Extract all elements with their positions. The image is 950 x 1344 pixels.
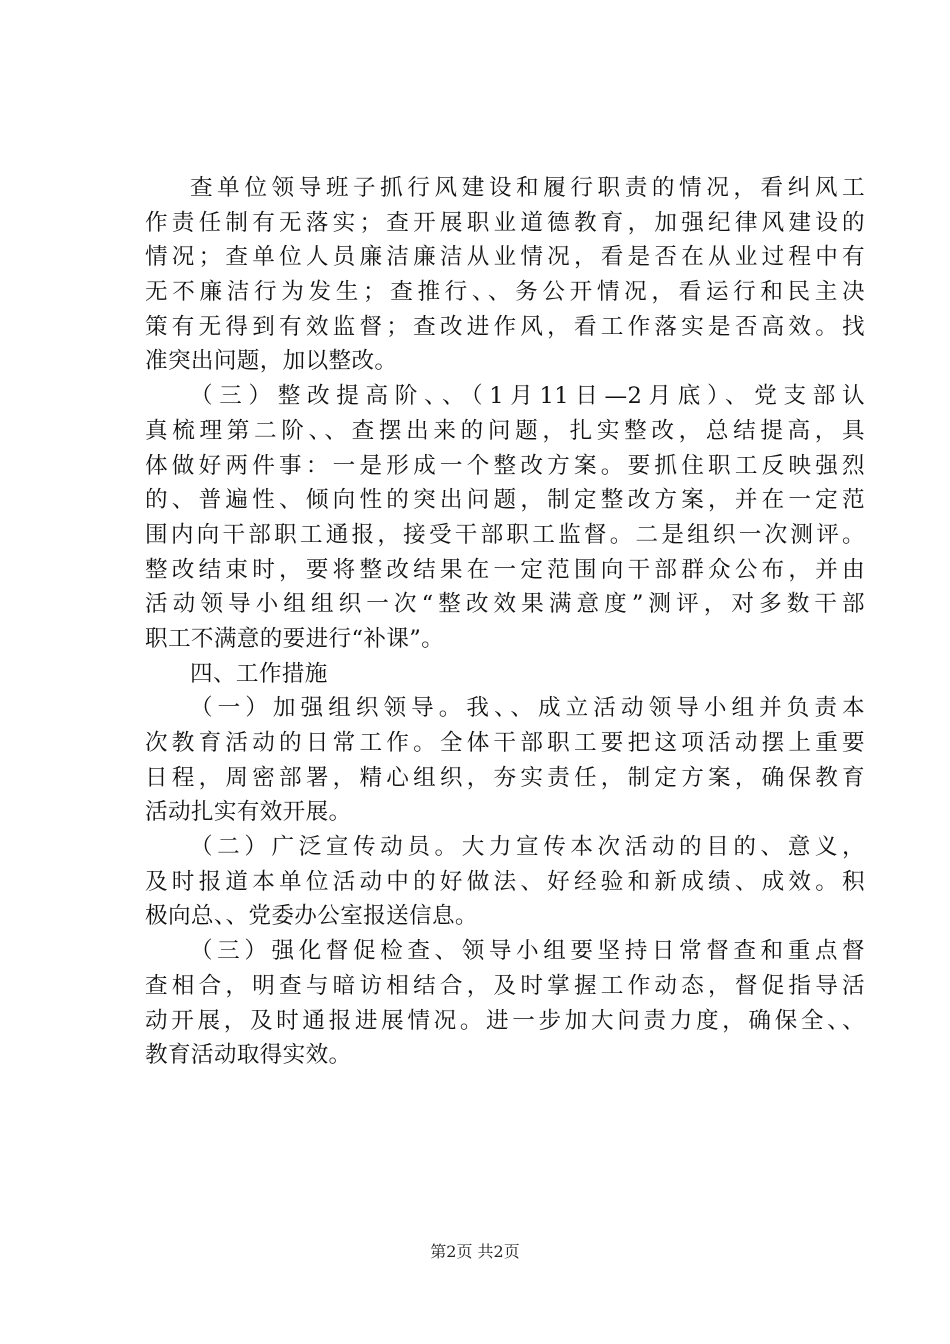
- paragraph-line: （二）广泛宣传动员。大力宣传本次活动的目的、意义，: [190, 834, 865, 861]
- paragraph-line: 极向总、、党委办公室报送信息。: [145, 903, 478, 930]
- paragraph-line: 的、普遍性、倾向性的突出问题，制定整改方案，并在一定范: [145, 487, 865, 514]
- paragraph-line: 策有无得到有效监督；查改进作风，看工作落实是否高效。找: [145, 313, 865, 340]
- paragraph-line: 活动领导小组组织一次“整改效果满意度”测评，对多数干部: [145, 591, 865, 618]
- paragraph-line: 作责任制有无落实；查开展职业道德教育，加强纪律风建设的: [145, 209, 865, 236]
- paragraph-line: 整改结束时，要将整改结果在一定范围向干部群众公布，并由: [145, 556, 865, 583]
- paragraph-line: 日程，周密部署，精心组织，夯实责任，制定方案，确保教育: [145, 764, 865, 791]
- paragraph-line: 教育活动取得实效。: [145, 1042, 352, 1069]
- section-heading: 四、工作措施: [190, 660, 328, 687]
- paragraph-line: （三）整改提高阶、、（1月11日—2月底）、党支部认: [190, 383, 865, 410]
- paragraph-line: 真梳理第二阶、、查摆出来的问题，扎实整改，总结提高，具: [145, 417, 865, 444]
- paragraph-line: 职工不满意的要进行“补课”。: [145, 625, 445, 652]
- paragraph-line: 无不廉洁行为发生；查推行、、务公开情况，看运行和民主决: [145, 279, 865, 306]
- paragraph-line: （一）加强组织领导。我、、成立活动领导小组并负责本: [190, 695, 865, 722]
- paragraph-line: 及时报道本单位活动中的好做法、好经验和新成绩、成效。积: [145, 868, 865, 895]
- paragraph-line: 查相合，明查与暗访相结合，及时掌握工作动态，督促指导活: [145, 972, 865, 999]
- paragraph-line: 查单位领导班子抓行风建设和履行职责的情况，看纠风工: [190, 175, 865, 201]
- paragraph-line: 围内向干部职工通报，接受干部职工监督。二是组织一次测评。: [145, 521, 865, 548]
- paragraph-line: （三）强化督促检查、领导小组要坚持日常督查和重点督: [190, 938, 865, 965]
- paragraph-line: 活动扎实有效开展。: [145, 799, 352, 826]
- paragraph-line: 情况；查单位人员廉洁廉洁从业情况，看是否在从业过程中有: [145, 244, 865, 271]
- paragraph-line: 动开展，及时通报进展情况。进一步加大问责力度，确保全、、: [145, 1007, 865, 1034]
- page-number-footer: 第2页 共2页: [430, 1242, 520, 1261]
- paragraph-line: 次教育活动的日常工作。全体干部职工要把这项活动摆上重要: [145, 730, 865, 756]
- paragraph-line: 体做好两件事：一是形成一个整改方案。要抓住职工反映强烈: [145, 452, 865, 479]
- document-body: [145, 171, 865, 1073]
- paragraph-line: 准突出问题，加以整改。: [145, 348, 398, 375]
